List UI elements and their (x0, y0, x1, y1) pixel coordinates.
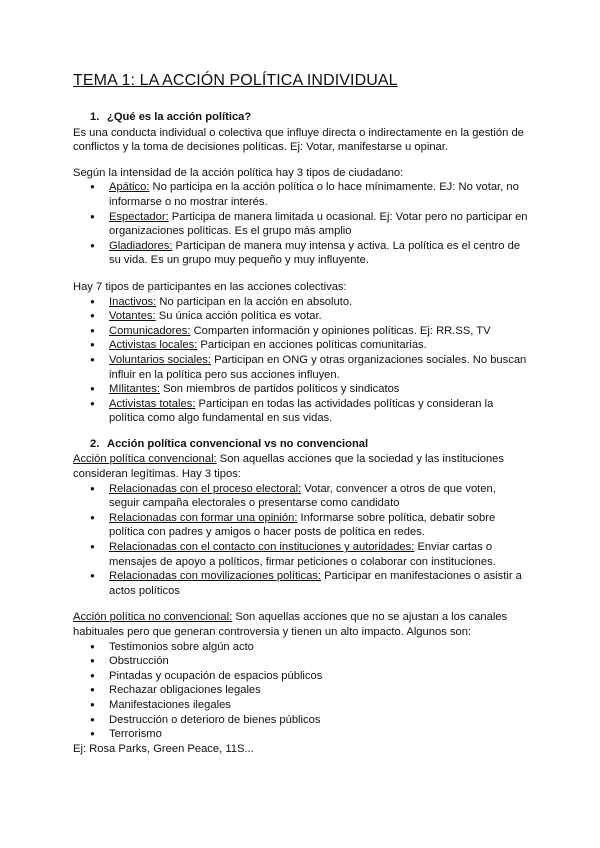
description: Informarse sobre política, debatir sobre política con padres y amigos o hacer posts de política en redes. (109, 511, 496, 539)
section-title: ¿Qué es la acción política? (107, 111, 252, 123)
term: Voluntarios sociales: (109, 353, 211, 366)
list-item (73, 540, 528, 569)
list-item: ● Obstrucción (73, 654, 528, 669)
conventional-paragraph (73, 452, 528, 481)
term: Acción política no convencional: (73, 611, 233, 624)
list-item (73, 482, 528, 511)
intensity-intro: Según la intensidad de la acción política hay 3 tipos de ciudadano: (73, 166, 404, 179)
section-1-heading (90, 110, 528, 125)
term: Gladiadores: (109, 239, 173, 252)
description: Enviar cartas o mensajes de apoyo a políticos, firmar peticiones o colaborar con instituciones. (109, 541, 496, 568)
list-item (73, 309, 528, 324)
participants-list (73, 295, 528, 426)
description: Comparten información y opiniones políticas. Ej: RR.SS, TV (190, 324, 491, 337)
term: Relacionadas con formar una opinión: (109, 511, 298, 524)
page-title: TEMA 1: LA ACCIÓN POLÍTICA INDIVIDUAL (73, 72, 398, 89)
list-item (73, 210, 528, 239)
list-item: ● Testimonios sobre algún acto (73, 640, 528, 655)
term: Acción política convencional: (73, 453, 217, 466)
description: No participan en la acción en absoluto. (156, 295, 353, 308)
term: Relacionadas con el proceso electoral: (109, 482, 302, 495)
description: Participan en todas las actividades políticas y consideran la política como algo fundamental en sus vidas. (109, 397, 494, 425)
document-body (73, 110, 528, 756)
examples-line: Ej: Rosa Parks, Green Peace, 11S... (73, 742, 254, 755)
description: Participan en ONG y otras organizaciones sociales. No buscan influir en la política pero sus acciones influyen. (109, 353, 527, 381)
list-item (73, 511, 528, 540)
description: Votar, convencer a otros de que voten, seguir campaña electorales o presentarse como candidato (109, 482, 496, 510)
term: Espectador: (109, 210, 169, 223)
term: Inactivos: (109, 295, 157, 308)
description: Participa de manera limitada u ocasional. Ej: Votar pero no participar en organizaciones políticas. Es el grupo más amplio (109, 210, 528, 238)
description: No participa en la acción política o lo hace mínimamente. EJ: No votar, no informarse o no mostrar interés. (109, 181, 519, 208)
intensity-list (73, 180, 528, 268)
participants-intro: Hay 7 tipos de participantes en las acciones colectivas: (73, 280, 347, 293)
unconventional-list (73, 640, 528, 742)
unconventional-paragraph (73, 610, 528, 639)
section-number: 1. (90, 111, 100, 123)
term: Relacionadas con el contacto con instituciones y autoridades: (109, 541, 415, 554)
list-item (73, 338, 528, 353)
list-item: ● Terrorismo (73, 727, 528, 742)
description: Son aquellas acciones que la sociedad y las instituciones consideran legítimas. Hay 3 tipos: (73, 453, 504, 481)
description: Participar en manifestaciones o asistir a actos políticos (109, 570, 522, 597)
list-item: ● Pintadas y ocupación de espacios públicos (73, 669, 528, 684)
definition-paragraph: Es una conducta individual o colectiva que influye directa o indirectamente en la gestión de conflictos y la toma de decisiones políticas. Ej: Votar, manifestarse u opinar. (73, 126, 524, 154)
description: Participan de manera muy intensa y activa. La política es el centro de su vida. Es un grupo muy pequeño y muy influyente. (109, 239, 521, 267)
list-item (73, 295, 528, 310)
term: MIlitantes: (109, 383, 160, 396)
list-item (73, 569, 528, 598)
description: Son aquellas acciones que no se ajustan a los canales habituales pero que generan controversia y tienen un alto impacto. Algunos son: (73, 611, 508, 638)
list-item: ● Destrucción o deterioro de bienes públicos (73, 713, 528, 728)
conventional-list (73, 482, 528, 599)
term: Votantes: (109, 310, 156, 323)
description: Su única acción política es votar. (155, 310, 322, 323)
list-item: ● Rechazar obligaciones legales (73, 683, 528, 698)
section-2-heading (90, 437, 528, 452)
description: Son miembros de partidos políticos y sindicatos (159, 383, 400, 396)
list-item (73, 353, 528, 382)
term: Apático: (109, 181, 150, 194)
section-number: 2. (90, 437, 100, 450)
term: Activistas totales: (109, 397, 196, 410)
list-item (73, 180, 528, 209)
section-title: Acción política convencional vs no convencional (107, 437, 369, 450)
list-item: ● Manifestaciones ilegales (73, 698, 528, 713)
term: Comunicadores: (109, 324, 191, 337)
list-item (73, 397, 528, 426)
term: Activistas locales: (109, 339, 198, 352)
list-item (73, 324, 528, 339)
list-item (73, 239, 528, 268)
description: Participan en acciones políticas comunitarias. (197, 339, 427, 352)
term: Relacionadas con movilizaciones políticas: (109, 570, 322, 583)
list-item (73, 382, 528, 397)
